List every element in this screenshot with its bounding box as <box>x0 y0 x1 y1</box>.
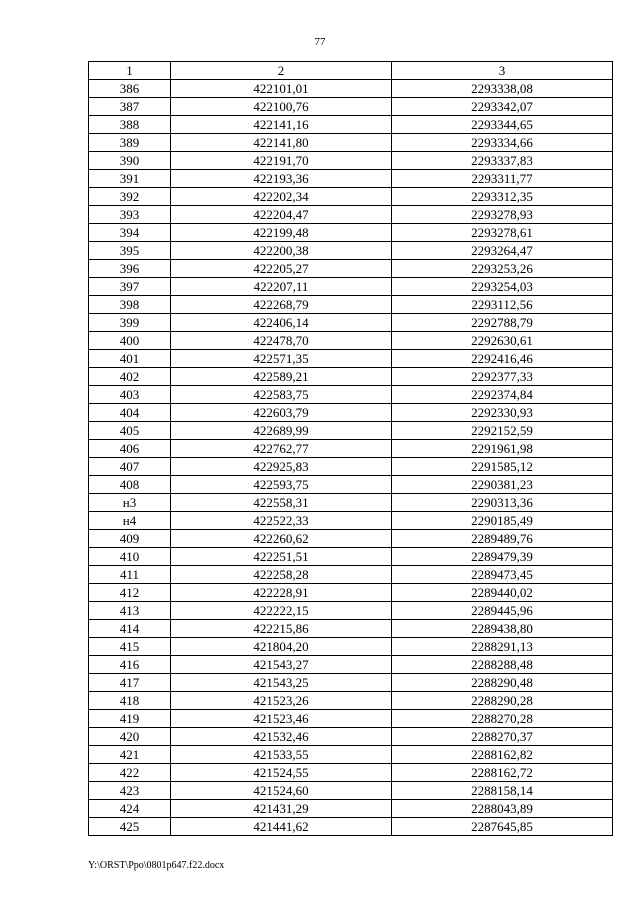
cell-point-number: 422 <box>89 764 171 782</box>
cell-y-coordinate: 2293311,77 <box>392 170 613 188</box>
cell-y-coordinate: 2287645,85 <box>392 818 613 836</box>
cell-x-coordinate: 422205,27 <box>171 260 392 278</box>
cell-point-number: 387 <box>89 98 171 116</box>
table-row <box>89 278 613 296</box>
cell-y-coordinate: 2288043,89 <box>392 800 613 818</box>
cell-y-coordinate: 2292788,79 <box>392 314 613 332</box>
cell-point-number: 415 <box>89 638 171 656</box>
table-row <box>89 134 613 152</box>
table-row <box>89 314 613 332</box>
table-row <box>89 188 613 206</box>
cell-x-coordinate: 422207,11 <box>171 278 392 296</box>
cell-x-coordinate: 422258,28 <box>171 566 392 584</box>
table-row <box>89 368 613 386</box>
cell-y-coordinate: 2292152,59 <box>392 422 613 440</box>
cell-point-number: 416 <box>89 656 171 674</box>
cell-x-coordinate: 422406,14 <box>171 314 392 332</box>
cell-x-coordinate: 422100,76 <box>171 98 392 116</box>
cell-y-coordinate: 2293312,35 <box>392 188 613 206</box>
cell-y-coordinate: 2293338,08 <box>392 80 613 98</box>
cell-x-coordinate: 422593,75 <box>171 476 392 494</box>
cell-point-number: 425 <box>89 818 171 836</box>
cell-y-coordinate: 2293253,26 <box>392 260 613 278</box>
cell-y-coordinate: 2289438,80 <box>392 620 613 638</box>
cell-y-coordinate: 2293342,07 <box>392 98 613 116</box>
cell-y-coordinate: 2292374,84 <box>392 386 613 404</box>
cell-y-coordinate: 2293264,47 <box>392 242 613 260</box>
table-row <box>89 386 613 404</box>
table-row <box>89 764 613 782</box>
table-row <box>89 170 613 188</box>
cell-point-number: 398 <box>89 296 171 314</box>
table-row <box>89 746 613 764</box>
cell-x-coordinate: 422202,34 <box>171 188 392 206</box>
cell-x-coordinate: 422200,38 <box>171 242 392 260</box>
cell-y-coordinate: 2289440,02 <box>392 584 613 602</box>
cell-point-number: 400 <box>89 332 171 350</box>
cell-point-number: 391 <box>89 170 171 188</box>
page-number: 77 <box>314 36 326 48</box>
cell-y-coordinate: 2289479,39 <box>392 548 613 566</box>
cell-y-coordinate: 2289473,45 <box>392 566 613 584</box>
header-cell-point: 1 <box>89 62 171 80</box>
cell-point-number: 413 <box>89 602 171 620</box>
cell-y-coordinate: 2288290,48 <box>392 674 613 692</box>
cell-point-number: 419 <box>89 710 171 728</box>
cell-x-coordinate: 422689,99 <box>171 422 392 440</box>
table-row <box>89 296 613 314</box>
table-row <box>89 692 613 710</box>
cell-x-coordinate: 422215,86 <box>171 620 392 638</box>
cell-x-coordinate: 421523,26 <box>171 692 392 710</box>
cell-x-coordinate: 421524,60 <box>171 782 392 800</box>
table-row <box>89 350 613 368</box>
cell-y-coordinate: 2293337,83 <box>392 152 613 170</box>
table-row <box>89 512 613 530</box>
cell-point-number: 411 <box>89 566 171 584</box>
cell-x-coordinate: 421804,20 <box>171 638 392 656</box>
cell-x-coordinate: 422141,80 <box>171 134 392 152</box>
cell-y-coordinate: 2293254,03 <box>392 278 613 296</box>
table-row <box>89 116 613 134</box>
table-row <box>89 548 613 566</box>
cell-y-coordinate: 2289489,76 <box>392 530 613 548</box>
cell-x-coordinate: 422191,70 <box>171 152 392 170</box>
cell-point-number: 389 <box>89 134 171 152</box>
table-body <box>89 62 613 836</box>
table-row <box>89 638 613 656</box>
cell-point-number: 418 <box>89 692 171 710</box>
table-row <box>89 818 613 836</box>
cell-point-number: 414 <box>89 620 171 638</box>
cell-y-coordinate: 2293278,61 <box>392 224 613 242</box>
cell-point-number: 392 <box>89 188 171 206</box>
cell-x-coordinate: 422589,21 <box>171 368 392 386</box>
cell-x-coordinate: 421543,25 <box>171 674 392 692</box>
cell-x-coordinate: 422268,79 <box>171 296 392 314</box>
table-row <box>89 422 613 440</box>
cell-y-coordinate: 2293278,93 <box>392 206 613 224</box>
cell-y-coordinate: 2292330,93 <box>392 404 613 422</box>
cell-point-number: н3 <box>89 494 171 512</box>
table-row <box>89 260 613 278</box>
cell-point-number: 424 <box>89 800 171 818</box>
cell-x-coordinate: 422762,77 <box>171 440 392 458</box>
cell-point-number: 395 <box>89 242 171 260</box>
cell-x-coordinate: 422199,48 <box>171 224 392 242</box>
cell-y-coordinate: 2288162,72 <box>392 764 613 782</box>
cell-x-coordinate: 422141,16 <box>171 116 392 134</box>
table-row <box>89 584 613 602</box>
cell-x-coordinate: 422583,75 <box>171 386 392 404</box>
cell-point-number: 388 <box>89 116 171 134</box>
cell-y-coordinate: 2292377,33 <box>392 368 613 386</box>
coordinates-table <box>88 61 613 836</box>
cell-x-coordinate: 422204,47 <box>171 206 392 224</box>
cell-x-coordinate: 422251,51 <box>171 548 392 566</box>
header-cell-x: 2 <box>171 62 392 80</box>
cell-point-number: 404 <box>89 404 171 422</box>
table-row <box>89 728 613 746</box>
table-row <box>89 566 613 584</box>
cell-point-number: 417 <box>89 674 171 692</box>
cell-x-coordinate: 422222,15 <box>171 602 392 620</box>
table-row <box>89 206 613 224</box>
cell-y-coordinate: 2293334,66 <box>392 134 613 152</box>
cell-x-coordinate: 422603,79 <box>171 404 392 422</box>
cell-point-number: 399 <box>89 314 171 332</box>
cell-point-number: 408 <box>89 476 171 494</box>
table-row <box>89 620 613 638</box>
cell-x-coordinate: 421524,55 <box>171 764 392 782</box>
cell-point-number: 394 <box>89 224 171 242</box>
cell-x-coordinate: 422925,83 <box>171 458 392 476</box>
cell-y-coordinate: 2288291,13 <box>392 638 613 656</box>
table-row <box>89 404 613 422</box>
cell-point-number: 406 <box>89 440 171 458</box>
table-row <box>89 782 613 800</box>
cell-point-number: 393 <box>89 206 171 224</box>
table-row <box>89 530 613 548</box>
cell-point-number: 386 <box>89 80 171 98</box>
table-row <box>89 710 613 728</box>
header-cell-y: 3 <box>392 62 613 80</box>
cell-y-coordinate: 2290185,49 <box>392 512 613 530</box>
cell-point-number: 420 <box>89 728 171 746</box>
cell-point-number: 421 <box>89 746 171 764</box>
cell-point-number: 403 <box>89 386 171 404</box>
cell-y-coordinate: 2288290,28 <box>392 692 613 710</box>
cell-x-coordinate: 422101,01 <box>171 80 392 98</box>
table-row <box>89 458 613 476</box>
cell-y-coordinate: 2288270,28 <box>392 710 613 728</box>
cell-x-coordinate: 421533,55 <box>171 746 392 764</box>
cell-point-number: 409 <box>89 530 171 548</box>
table-row <box>89 242 613 260</box>
cell-point-number: 423 <box>89 782 171 800</box>
cell-y-coordinate: 2288288,48 <box>392 656 613 674</box>
cell-y-coordinate: 2293112,56 <box>392 296 613 314</box>
cell-x-coordinate: 421523,46 <box>171 710 392 728</box>
cell-point-number: н4 <box>89 512 171 530</box>
table-row <box>89 80 613 98</box>
cell-point-number: 407 <box>89 458 171 476</box>
table-row <box>89 98 613 116</box>
cell-y-coordinate: 2291961,98 <box>392 440 613 458</box>
cell-y-coordinate: 2288162,82 <box>392 746 613 764</box>
cell-x-coordinate: 422228,91 <box>171 584 392 602</box>
table-row <box>89 440 613 458</box>
cell-point-number: 405 <box>89 422 171 440</box>
cell-point-number: 412 <box>89 584 171 602</box>
cell-x-coordinate: 422522,33 <box>171 512 392 530</box>
table-row <box>89 656 613 674</box>
cell-point-number: 401 <box>89 350 171 368</box>
cell-x-coordinate: 421431,29 <box>171 800 392 818</box>
cell-x-coordinate: 422193,36 <box>171 170 392 188</box>
cell-x-coordinate: 421441,62 <box>171 818 392 836</box>
table-row <box>89 494 613 512</box>
cell-x-coordinate: 422260,62 <box>171 530 392 548</box>
cell-x-coordinate: 421532,46 <box>171 728 392 746</box>
table-row <box>89 674 613 692</box>
table-row <box>89 152 613 170</box>
cell-y-coordinate: 2290313,36 <box>392 494 613 512</box>
cell-x-coordinate: 421543,27 <box>171 656 392 674</box>
table-row <box>89 602 613 620</box>
cell-x-coordinate: 422571,35 <box>171 350 392 368</box>
cell-x-coordinate: 422478,70 <box>171 332 392 350</box>
cell-y-coordinate: 2291585,12 <box>392 458 613 476</box>
cell-y-coordinate: 2288270,37 <box>392 728 613 746</box>
cell-point-number: 410 <box>89 548 171 566</box>
cell-y-coordinate: 2288158,14 <box>392 782 613 800</box>
table-row <box>89 476 613 494</box>
table-row <box>89 224 613 242</box>
cell-y-coordinate: 2292416,46 <box>392 350 613 368</box>
table-row <box>89 332 613 350</box>
cell-point-number: 397 <box>89 278 171 296</box>
table-row <box>89 800 613 818</box>
cell-point-number: 390 <box>89 152 171 170</box>
cell-point-number: 402 <box>89 368 171 386</box>
cell-x-coordinate: 422558,31 <box>171 494 392 512</box>
cell-y-coordinate: 2290381,23 <box>392 476 613 494</box>
table-header-row <box>89 62 613 80</box>
cell-y-coordinate: 2293344,65 <box>392 116 613 134</box>
cell-point-number: 396 <box>89 260 171 278</box>
cell-y-coordinate: 2292630,61 <box>392 332 613 350</box>
cell-y-coordinate: 2289445,96 <box>392 602 613 620</box>
footer-file-path: Y:\ORST\Ppo\0801p647.f22.docx <box>88 860 225 871</box>
